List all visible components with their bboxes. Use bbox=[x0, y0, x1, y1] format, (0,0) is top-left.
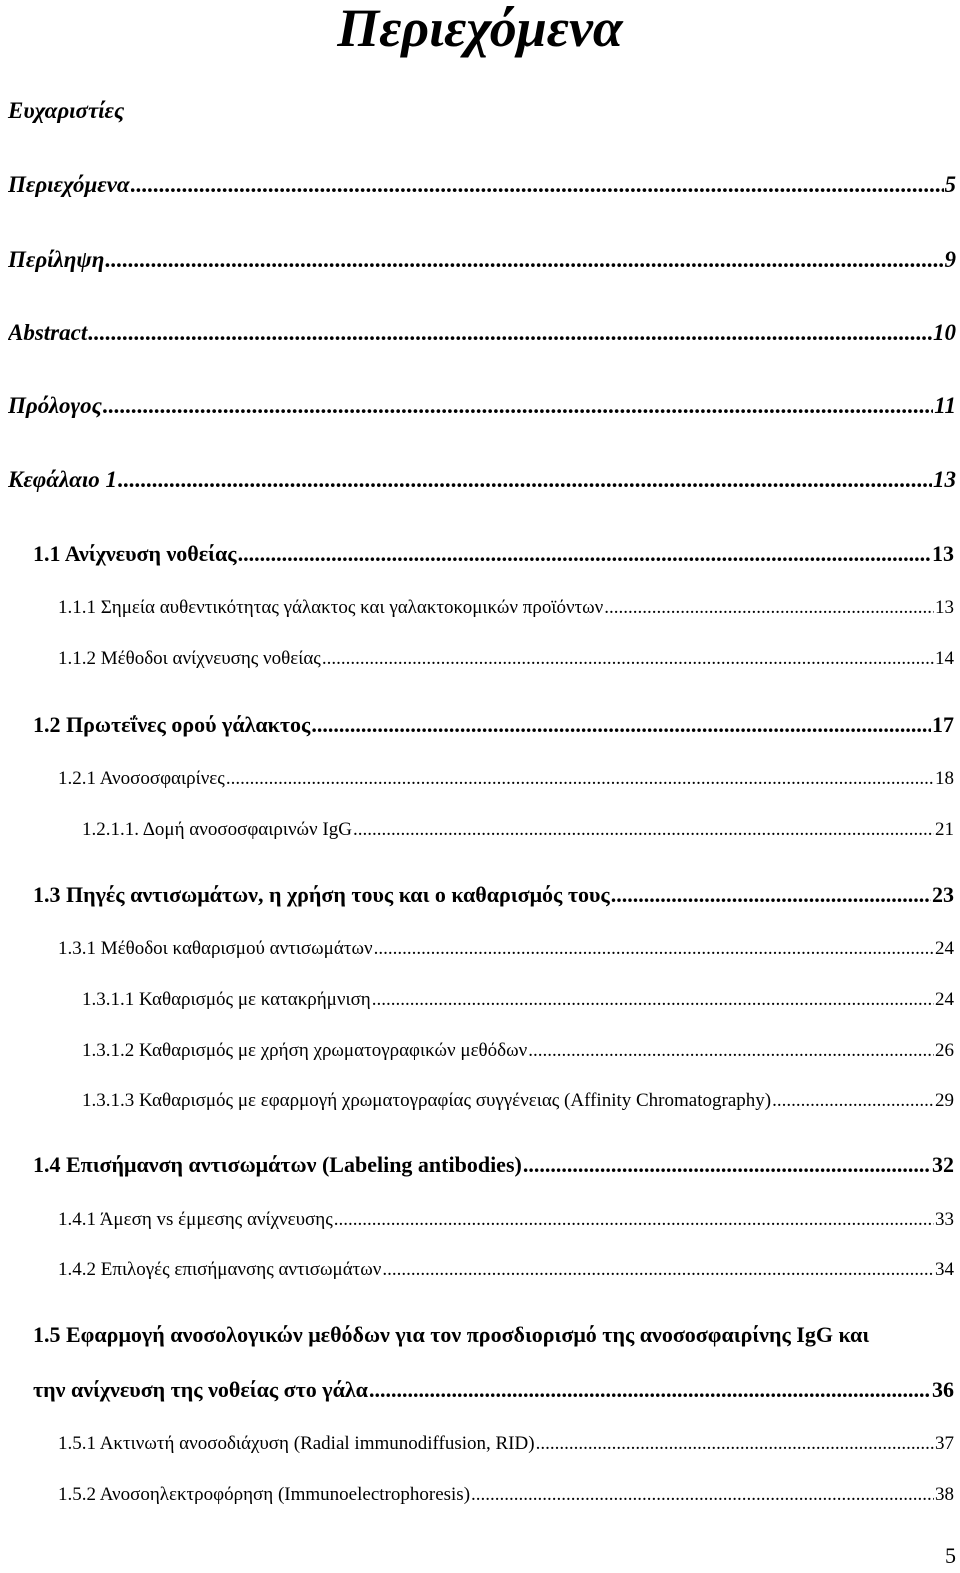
toc-entry-page: 13 bbox=[935, 597, 954, 618]
toc-entry-page: 34 bbox=[935, 1259, 954, 1280]
toc-entry-label: Abstract bbox=[8, 320, 88, 345]
toc-entry-section-1-3-1-1[interactable] bbox=[82, 989, 954, 1011]
toc-entry-section-1-2-1[interactable] bbox=[58, 768, 954, 790]
toc-entry-page: 14 bbox=[935, 648, 954, 669]
toc-entry-chapter-1[interactable] bbox=[8, 467, 956, 493]
toc-entry-label: 1.4 Επισήμανση αντισωμάτων (Labeling antibodies) bbox=[33, 1152, 522, 1177]
dot-leader bbox=[105, 247, 943, 273]
dot-leader bbox=[374, 938, 934, 960]
dot-leader bbox=[88, 320, 932, 346]
toc-entry-page: 9 bbox=[944, 247, 956, 272]
toc-entry-section-1-2-1-1[interactable] bbox=[82, 819, 954, 841]
toc-entry-label: Περίληψη bbox=[8, 247, 105, 272]
toc-entry-page: 33 bbox=[935, 1209, 954, 1230]
toc-entry-section-1-1[interactable] bbox=[33, 541, 954, 567]
dot-leader bbox=[131, 172, 944, 198]
toc-entry-page: 32 bbox=[932, 1152, 954, 1177]
dot-leader bbox=[334, 1209, 934, 1231]
toc-entry-label: 1.5.2 Ανοσοηλεκτροφόρηση (Immunoelectrophoresis) bbox=[58, 1484, 471, 1505]
dot-leader bbox=[536, 1433, 934, 1455]
toc-entry-label: 1.3.1.1 Καθαρισμός με κατακρήμνιση bbox=[82, 989, 371, 1010]
dot-leader bbox=[226, 768, 934, 790]
dot-leader bbox=[369, 1377, 931, 1403]
toc-entry-label: 1.5.1 Ακτινωτή ανοσοδιάχυση (Radial immunodiffusion, RID) bbox=[58, 1433, 535, 1454]
toc-entry-page: 10 bbox=[933, 320, 956, 345]
dot-leader bbox=[523, 1152, 931, 1178]
toc-entry-page: 11 bbox=[934, 393, 956, 418]
toc-entry-label: 1.2 Πρωτεΐνες ορού γάλακτος bbox=[33, 712, 311, 737]
dot-leader bbox=[382, 1259, 934, 1281]
toc-entry-page: 29 bbox=[935, 1090, 954, 1111]
toc-entry-label: 1.3.1 Μέθοδοι καθαρισμού αντισωμάτων bbox=[58, 938, 373, 959]
toc-entry-label: 1.1.2 Μέθοδοι ανίχνευσης νοθείας bbox=[58, 648, 321, 669]
dot-leader bbox=[353, 819, 934, 841]
toc-entry-label: 1.3 Πηγές αντισωμάτων, η χρήση τους και ο καθαρισμός τους bbox=[33, 882, 610, 907]
toc-entry-page: 13 bbox=[932, 541, 954, 566]
toc-entry-page: 21 bbox=[935, 819, 954, 840]
toc-entry-page: 37 bbox=[935, 1433, 954, 1454]
toc-entry-section-1-4-1[interactable] bbox=[58, 1209, 954, 1231]
toc-entry-preface[interactable] bbox=[8, 393, 956, 419]
toc-entry-page: 13 bbox=[933, 467, 956, 492]
toc-entry-label: 1.1.1 Σημεία αυθεντικότητας γάλακτος και γαλακτοκομικών προϊόντων bbox=[58, 597, 604, 618]
toc-entry-label: 1.3.1.3 Καθαρισμός με εφαρμογή χρωματογραφίας συγγένειας (Affinity Chromatography) bbox=[82, 1090, 772, 1111]
toc-entry-section-1-1-1[interactable] bbox=[58, 597, 954, 619]
toc-entry-page: 26 bbox=[935, 1040, 954, 1061]
toc-entry-label: Πρόλογος bbox=[8, 393, 102, 418]
page-title: Περιεχόμενα bbox=[337, 0, 623, 58]
toc-entry-section-1-5[interactable] bbox=[33, 1377, 954, 1403]
toc-entry-label: 1.4.2 Επιλογές επισήμανσης αντισωμάτων bbox=[58, 1259, 382, 1280]
toc-entry-contents[interactable] bbox=[8, 172, 956, 198]
toc-entry-label: Περιεχόμενα bbox=[8, 172, 130, 197]
toc-entry-label: Κεφάλαιο 1 bbox=[8, 467, 118, 492]
dot-leader bbox=[604, 597, 934, 619]
toc-entry-label: 1.3.1.2 Καθαρισμός με χρήση χρωματογραφικών μεθόδων bbox=[82, 1040, 528, 1061]
toc-entry-page: 38 bbox=[935, 1484, 954, 1505]
dot-leader bbox=[103, 393, 933, 419]
toc-entry-page: 36 bbox=[932, 1377, 954, 1402]
toc-entry-label: 1.2.1.1. Δομή ανοσοσφαιρινών IgG bbox=[82, 819, 352, 840]
dot-leader bbox=[238, 541, 931, 567]
dot-leader bbox=[118, 467, 932, 493]
toc-entry-abstract[interactable] bbox=[8, 320, 956, 346]
toc-entry-summary[interactable] bbox=[8, 247, 956, 273]
toc-entry-section-1-4[interactable] bbox=[33, 1152, 954, 1178]
dot-leader bbox=[772, 1090, 934, 1112]
toc-entry-label: την ανίχνευση της νοθείας στο γάλα bbox=[33, 1377, 368, 1402]
page-number: 5 bbox=[945, 1543, 956, 1568]
toc-entry-page: 24 bbox=[935, 989, 954, 1010]
toc-entry-page: 24 bbox=[935, 938, 954, 959]
dot-leader bbox=[528, 1040, 934, 1062]
dot-leader bbox=[311, 712, 931, 738]
toc-entry-label: 1.2.1 Ανοσοσφαιρίνες bbox=[58, 768, 225, 789]
toc-entry-section-1-3[interactable] bbox=[33, 882, 954, 908]
toc-entry-section-1-3-1[interactable] bbox=[58, 938, 954, 960]
toc-entry-section-1-3-1-2[interactable] bbox=[82, 1040, 954, 1062]
toc-entry-section-1-5-1[interactable] bbox=[58, 1433, 954, 1455]
toc-entry-page: 18 bbox=[935, 768, 954, 789]
toc-entry-page: 23 bbox=[932, 882, 954, 907]
toc-entry-label: 1.4.1 Άμεση vs έμμεσης ανίχνευσης bbox=[58, 1209, 333, 1230]
dot-leader bbox=[611, 882, 931, 908]
toc-entry-section-1-4-2[interactable] bbox=[58, 1259, 954, 1281]
dot-leader bbox=[322, 648, 934, 670]
dot-leader bbox=[471, 1484, 934, 1506]
toc-entry-section-1-1-2[interactable] bbox=[58, 648, 954, 670]
toc-entry-section-1-5-line1[interactable]: 1.5 Εφαρμογή ανοσολογικών μεθόδων για τον προσδιορισμό της ανοσοσφαιρίνης IgG και bbox=[33, 1322, 870, 1347]
toc-entry-page: 5 bbox=[944, 172, 956, 197]
toc-entry-section-1-5-2[interactable] bbox=[58, 1484, 954, 1506]
toc-entry-section-1-3-1-3[interactable] bbox=[82, 1090, 954, 1112]
toc-entry-label: 1.1 Ανίχνευση νοθείας bbox=[33, 541, 237, 566]
toc-entry-acknowledgements[interactable]: Ευχαριστίες bbox=[8, 98, 125, 123]
toc-entry-section-1-2[interactable] bbox=[33, 712, 954, 738]
dot-leader bbox=[372, 989, 934, 1011]
toc-entry-page: 17 bbox=[932, 712, 954, 737]
